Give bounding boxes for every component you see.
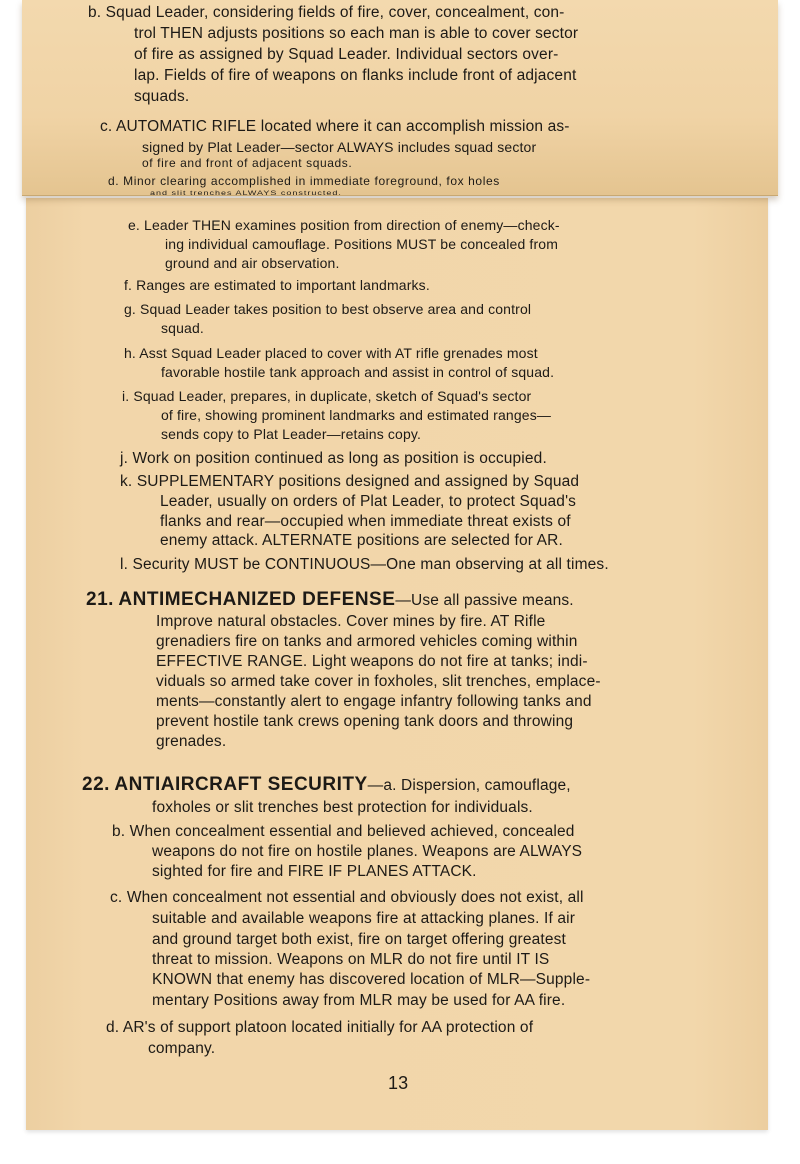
para-g-line-2: squad. xyxy=(161,320,204,336)
para-c-line-3: of fire and front of adjacent squads. xyxy=(142,156,353,170)
para-e-line-1: e. Leader THEN examines position from direction of enemy—check- xyxy=(128,217,560,233)
section-22-c-line-6: mentary Positions away from MLR may be used for AA fire. xyxy=(152,992,566,1009)
page-number: 13 xyxy=(388,1073,409,1093)
section-21-line-4: EFFECTIVE RANGE. Light weapons do not fire at tanks; indi- xyxy=(156,653,588,670)
para-i-line-2: of fire, showing prominent landmarks and estimated ranges— xyxy=(161,407,552,423)
section-22-title: ANTIAIRCRAFT SECURITY xyxy=(114,774,368,795)
section-21-title: ANTIMECHANIZED DEFENSE xyxy=(118,589,396,610)
para-l-line-1: l. Security MUST be CONTINUOUS—One man observing at all times. xyxy=(120,556,609,573)
section-21-line-5: viduals so armed take cover in foxholes, slit trenches, emplace- xyxy=(156,673,601,690)
para-k-line-1: k. SUPPLEMENTARY positions designed and assigned by Squad xyxy=(120,473,580,490)
para-i-line-1: i. Squad Leader, prepares, in duplicate, sketch of Squad's sector xyxy=(122,388,532,404)
para-b-line-1: b. Squad Leader, considering fields of fire, cover, concealment, con- xyxy=(88,4,565,21)
section-21-line-6: ments—constantly alert to engage infantry following tanks and xyxy=(156,693,592,710)
section-21-heading-line xyxy=(86,591,574,610)
para-j-line-1: j. Work on position continued as long as position is occupied. xyxy=(120,450,547,467)
section-21-line-7: prevent hostile tank crews opening tank doors and throwing xyxy=(156,713,574,730)
para-h-line-1: h. Asst Squad Leader placed to cover with AT rifle grenades most xyxy=(124,345,538,361)
para-k-line-3: flanks and rear—occupied when immediate threat exists of xyxy=(160,513,571,530)
section-21-line-8: grenades. xyxy=(156,733,227,750)
para-b-line-5: squads. xyxy=(134,88,190,105)
section-22-number: 22. xyxy=(82,774,110,795)
para-b-line-4: lap. Fields of fire of weapons on flanks include front of adjacent xyxy=(134,67,577,84)
section-22-b-line-1: b. When concealment essential and believed achieved, concealed xyxy=(112,823,575,840)
main-page xyxy=(26,198,768,1130)
section-21-intro: —Use all passive means. xyxy=(395,592,574,609)
section-22-b-line-3: sighted for fire and FIRE IF PLANES ATTACK. xyxy=(152,863,477,880)
section-22-heading-line xyxy=(82,776,571,795)
section-21-line-3: grenadiers fire on tanks and armored vehicles coming within xyxy=(156,633,578,650)
section-22-b-line-2: weapons do not fire on hostile planes. Weapons are ALWAYS xyxy=(152,843,583,860)
section-22-d-line-1: d. AR's of support platoon located initially for AA protection of xyxy=(106,1019,534,1036)
para-d-line-1: d. Minor clearing accomplished in immediate foreground, fox holes xyxy=(108,174,500,188)
section-22-c-line-5: KNOWN that enemy has discovered location of MLR—Supple- xyxy=(152,971,591,988)
section-22-c-line-1: c. When concealment not essential and obviously does not exist, all xyxy=(110,889,584,906)
para-d-line-2: and slit trenches ALWAYS constructed. xyxy=(150,189,342,197)
section-22-line-2: foxholes or slit trenches best protection for individuals. xyxy=(152,799,533,816)
section-21-number: 21. xyxy=(86,589,114,610)
para-k-line-2: Leader, usually on orders of Plat Leader, to protect Squad's xyxy=(160,493,577,510)
para-c-line-1: c. AUTOMATIC RIFLE located where it can accomplish mission as- xyxy=(100,118,570,135)
section-22-c-line-2: suitable and available weapons fire at attacking planes. If air xyxy=(152,910,576,927)
section-22-intro: —a. Dispersion, camouflage, xyxy=(367,777,571,794)
section-22-d-line-2: company. xyxy=(148,1040,216,1057)
section-22-c-line-3: and ground target both exist, fire on target offering greatest xyxy=(152,931,566,948)
para-b-line-3: of fire as assigned by Squad Leader. Individual sectors over- xyxy=(134,46,559,63)
para-e-line-3: ground and air observation. xyxy=(165,255,340,271)
para-i-line-3: sends copy to Plat Leader—retains copy. xyxy=(161,426,422,442)
para-g-line-1: g. Squad Leader takes position to best observe area and control xyxy=(124,301,532,317)
section-21-line-2: Improve natural obstacles. Cover mines by fire. AT Rifle xyxy=(156,613,546,630)
para-k-line-4: enemy attack. ALTERNATE positions are selected for AR. xyxy=(160,532,563,549)
para-f-line-1: f. Ranges are estimated to important landmarks. xyxy=(124,277,430,293)
section-22-c-line-4: threat to mission. Weapons on MLR do not fire until IT IS xyxy=(152,951,550,968)
para-e-line-2: ing individual camouflage. Positions MUST be concealed from xyxy=(165,236,559,252)
upper-page xyxy=(22,0,778,196)
para-c-line-2: signed by Plat Leader—sector ALWAYS includes squad sector xyxy=(142,139,537,155)
para-b-line-2: trol THEN adjusts positions so each man is able to cover sector xyxy=(134,25,579,42)
para-h-line-2: favorable hostile tank approach and assist in control of squad. xyxy=(161,364,555,380)
